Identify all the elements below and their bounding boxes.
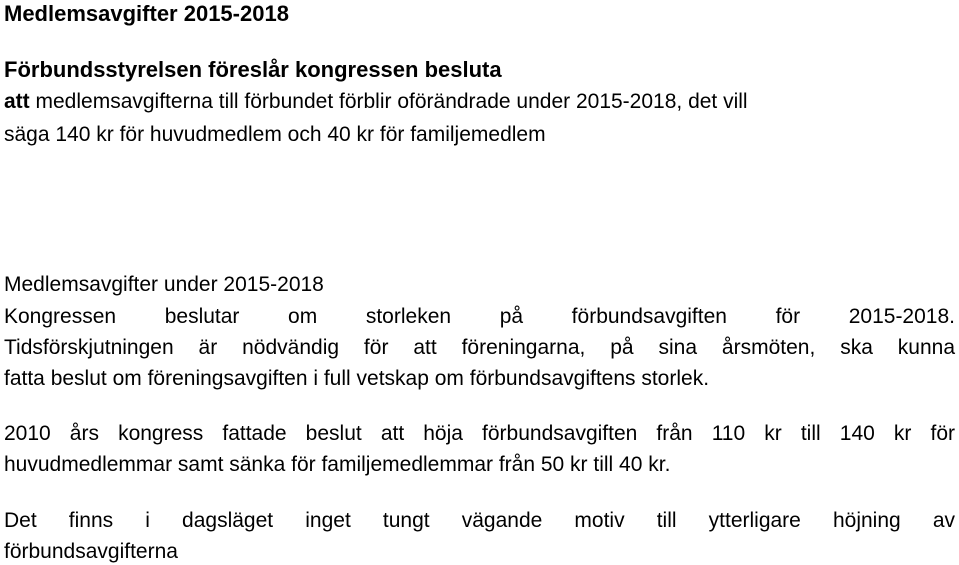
proposal-att-keyword: att bbox=[4, 90, 30, 113]
page-title: Medlemsavgifter 2015-2018 bbox=[4, 1, 289, 26]
paragraph-line: förbundsavgifterna bbox=[4, 540, 178, 563]
paragraph-line: huvudmedlemmar samt sänka för familjemedlemmar från 50 kr till 40 kr. bbox=[4, 453, 671, 476]
proposal-heading: Förbundsstyrelsen föreslår kongressen besluta bbox=[4, 57, 502, 82]
proposal-line bbox=[4, 89, 748, 115]
paragraph-line: Kongressen beslutar om storleken på förbundsavgiften för 2015-2018. bbox=[4, 305, 955, 328]
paragraph-line: 2010 års kongress fattade beslut att höja förbundsavgiften från 110 kr till 140 kr för bbox=[4, 422, 955, 445]
proposal-line: säga 140 kr för huvudmedlem och 40 kr för familjemedlem bbox=[4, 123, 546, 146]
paragraph-line: fatta beslut om föreningsavgiften i full vetskap om förbundsavgiftens storlek. bbox=[4, 367, 710, 390]
paragraph-line: Det finns i dagsläget inget tungt vägande motiv till ytterligare höjning av bbox=[4, 509, 955, 532]
proposal-line-text: medlemsavgifterna till förbundet förblir oförändrade under 2015-2018, det vill bbox=[29, 90, 748, 113]
paragraph-line: Tidsförskjutningen är nödvändig för att föreningarna, på sina årsmöten, ska kunna bbox=[4, 336, 955, 359]
section-heading: Medlemsavgifter under 2015-2018 bbox=[4, 273, 324, 296]
